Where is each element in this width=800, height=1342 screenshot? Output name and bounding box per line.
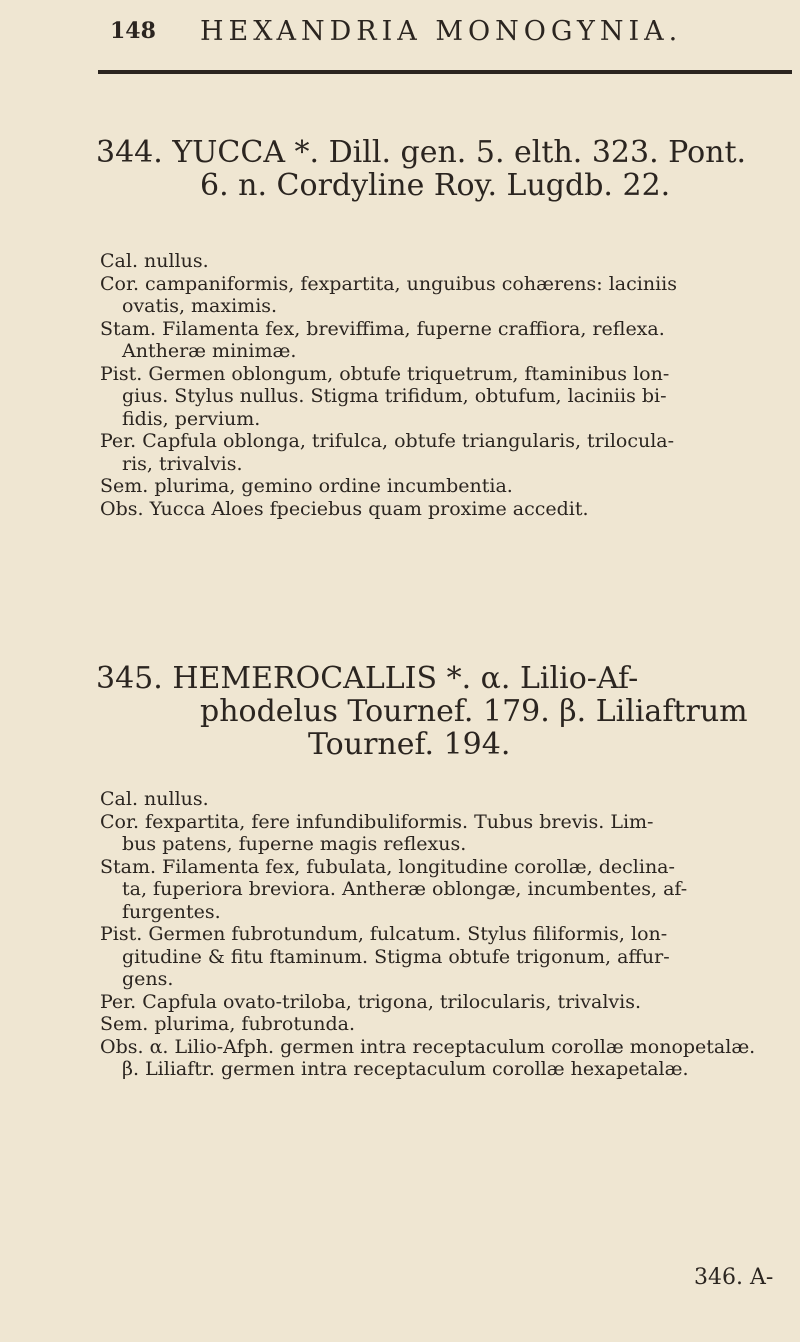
character-row: bus patens, fuperne magis reflexus. xyxy=(122,833,467,855)
heading-line: 345. HEMEROCALLIS *. α. Lilio-Af- xyxy=(96,661,639,696)
catchword: 346. A- xyxy=(694,1265,774,1290)
character-block-hemerocallis xyxy=(100,788,790,1081)
character-row: fidis, pervium. xyxy=(122,407,261,430)
genus-heading-yucca xyxy=(96,136,786,202)
page-header xyxy=(110,18,740,54)
character-row: β. Liliaftr. germen intra receptaculum corollæ hexapetalæ. xyxy=(122,1058,689,1080)
character-row: Cor. campaniformis, fexpartita, unguibus cohærens: laciniis xyxy=(100,272,677,295)
character-row: Stam. Filamenta fex, fubulata, longitudine corollæ, declina- xyxy=(100,855,675,878)
character-row: Obs. Yucca Aloes fpeciebus quam proxime accedit. xyxy=(100,497,589,520)
character-row: Obs. α. Lilio-Afph. germen intra receptaculum corollæ monopetalæ. xyxy=(100,1035,756,1058)
genus-heading-hemerocallis xyxy=(96,662,786,761)
heading-line: phodelus Tournef. 179. β. Liliaftrum xyxy=(200,694,748,729)
character-row: Antheræ minimæ. xyxy=(122,340,297,362)
character-row: Sem. plurima, gemino ordine incumbentia. xyxy=(100,475,513,497)
header-rule xyxy=(98,70,792,74)
character-row: furgentes. xyxy=(122,900,221,923)
page-number: 148 xyxy=(110,18,156,44)
character-row: Cor. fexpartita, fere infundibuliformis. Tubus brevis. Lim- xyxy=(100,810,654,833)
character-block-yucca xyxy=(100,250,790,520)
character-row: ta, fuperiora breviora. Antheræ oblongæ, incumbentes, af- xyxy=(122,878,688,900)
character-row: Sem. plurima, fubrotunda. xyxy=(100,1013,356,1035)
character-row: Per. Capfula ovato-triloba, trigona, trilocularis, trivalvis. xyxy=(100,990,642,1013)
character-row: Cal. nullus. xyxy=(100,788,209,810)
character-row: gens. xyxy=(122,968,174,990)
character-row: gius. Stylus nullus. Stigma trifidum, obtufum, laciniis bi- xyxy=(122,385,667,407)
character-row: Cal. nullus. xyxy=(100,250,209,272)
heading-line: Tournef. 194. xyxy=(308,727,511,762)
character-row: ovatis, maximis. xyxy=(122,295,278,317)
heading-line: 6. n. Cordyline Roy. Lugdb. 22. xyxy=(200,168,671,203)
heading-line: 344. YUCCA *. Dill. gen. 5. elth. 323. Pont. xyxy=(96,135,747,170)
character-row: ris, trivalvis. xyxy=(122,452,243,475)
character-row: Stam. Filamenta fex, breviffima, fuperne craffiora, reflexa. xyxy=(100,317,665,340)
character-row: gitudine & fitu ftaminum. Stigma obtufe trigonum, affur- xyxy=(122,945,670,968)
character-row: Per. Capfula oblonga, trifulca, obtufe triangularis, trilocula- xyxy=(100,430,675,452)
running-title: HEXANDRIA MONOGYNIA. xyxy=(200,16,683,47)
character-row: Pist. Germen fubrotundum, fulcatum. Stylus filiformis, lon- xyxy=(100,923,668,945)
character-row: Pist. Germen oblongum, obtufe triquetrum, ftaminibus lon- xyxy=(100,362,670,385)
